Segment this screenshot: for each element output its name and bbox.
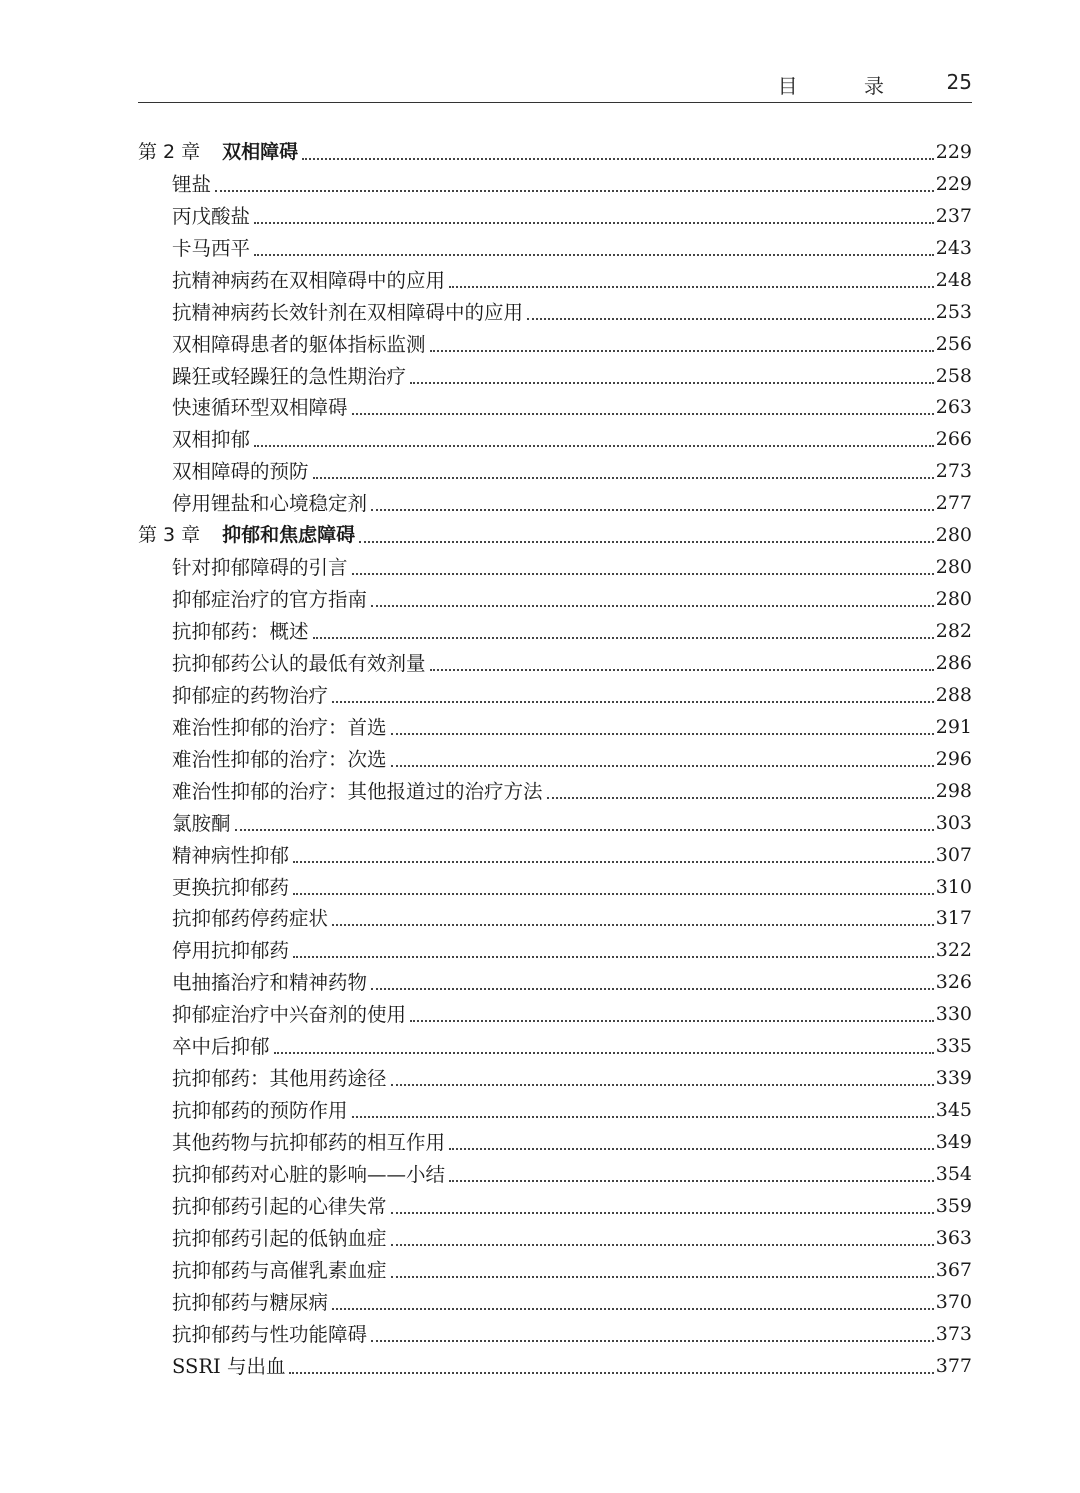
dot-leader	[313, 476, 934, 479]
toc-entry-row[interactable]	[138, 584, 972, 616]
dot-leader	[391, 1211, 934, 1214]
toc-entry-row[interactable]	[138, 1255, 972, 1287]
chapter-page-number: 229	[935, 140, 972, 163]
toc-entry-row[interactable]	[138, 904, 972, 936]
toc-entry-row[interactable]	[138, 744, 972, 776]
dot-leader	[371, 987, 934, 990]
entry-title: 抗抑郁药与糖尿病	[172, 1290, 329, 1314]
entry-page-number: 291	[935, 715, 972, 738]
entry-title: 抗精神病药长效针剂在双相障碍中的应用	[172, 300, 524, 324]
entry-title: 躁狂或轻躁狂的急性期治疗	[172, 364, 407, 388]
entry-page-number: 277	[935, 492, 972, 515]
dot-leader	[527, 317, 934, 320]
entry-page-number: 322	[935, 939, 972, 962]
dot-leader	[352, 572, 934, 575]
dot-leader	[430, 668, 934, 671]
dot-leader	[391, 764, 934, 767]
dot-leader	[430, 349, 934, 352]
dot-leader	[293, 860, 934, 863]
entry-title: 抗抑郁药停药症状	[172, 907, 329, 931]
entry-title: 抑郁症治疗中兴奋剂的使用	[172, 1003, 407, 1027]
toc-entry-row[interactable]	[138, 1287, 972, 1319]
entry-title: 难治性抑郁的治疗：其他报道过的治疗方法	[172, 779, 543, 803]
dot-leader	[289, 1371, 933, 1374]
toc-entry-row[interactable]	[138, 1063, 972, 1095]
entry-page-number: 280	[935, 556, 972, 579]
entry-page-number: 345	[935, 1099, 972, 1122]
dot-leader	[215, 189, 934, 192]
entry-page-number: 339	[935, 1067, 972, 1090]
toc-entry-row[interactable]	[138, 872, 972, 904]
entry-title: 快速循环型双相障碍	[172, 396, 348, 420]
entry-title: 电抽搐治疗和精神药物	[172, 971, 368, 995]
toc-entry-row[interactable]	[138, 201, 972, 233]
entry-page-number: 349	[935, 1131, 972, 1154]
dot-leader	[391, 1275, 934, 1278]
dot-leader	[235, 828, 934, 831]
entry-page-number: 303	[935, 811, 972, 834]
entry-title: 针对抑郁障碍的引言	[172, 556, 348, 580]
dot-leader	[302, 157, 934, 160]
toc-entry-row[interactable]	[138, 329, 972, 361]
toc-entry-row[interactable]	[138, 1319, 972, 1351]
toc-entry-row[interactable]	[138, 712, 972, 744]
dot-leader	[332, 700, 934, 703]
dot-leader	[391, 1243, 934, 1246]
dot-leader	[293, 955, 934, 958]
chapter-number: 第 2 章	[138, 140, 201, 163]
entry-page-number: 243	[935, 236, 972, 259]
toc-entry-row[interactable]	[138, 1191, 972, 1223]
dot-leader	[274, 1051, 934, 1054]
entry-title: 停用锂盐和心境稳定剂	[172, 492, 368, 516]
entry-page-number: 282	[935, 620, 972, 643]
entry-page-number: 307	[935, 843, 972, 866]
page-number: 25	[946, 70, 972, 94]
toc-entry-row[interactable]	[138, 999, 972, 1031]
entry-page-number: 296	[935, 747, 972, 770]
entry-page-number: 266	[935, 428, 972, 451]
dot-leader	[371, 508, 934, 511]
entry-page-number: 258	[935, 364, 972, 387]
entry-page-number: 354	[935, 1162, 972, 1185]
entry-title: 抗抑郁药与高催乳素血症	[172, 1258, 387, 1282]
entry-page-number: 359	[935, 1194, 972, 1217]
toc-entry-row[interactable]	[138, 552, 972, 584]
entry-page-number: 288	[935, 683, 972, 706]
toc-entry-row[interactable]	[138, 808, 972, 840]
chapter-title: 双相障碍	[222, 140, 299, 163]
entry-page-number: 248	[935, 268, 972, 291]
entry-title: 其他药物与抗抑郁药的相互作用	[172, 1131, 446, 1155]
entry-title: 难治性抑郁的治疗：次选	[172, 747, 387, 771]
dot-leader	[352, 412, 934, 415]
dot-leader	[410, 381, 934, 384]
toc-entry-row[interactable]	[138, 424, 972, 456]
toc-entry-row[interactable]	[138, 361, 972, 393]
toc-chapter-row[interactable]	[138, 137, 972, 169]
chapter-title: 抑郁和焦虑障碍	[222, 524, 356, 547]
toc-entry-row[interactable]	[138, 935, 972, 967]
entry-title: 锂盐	[172, 172, 212, 196]
toc-entry-row[interactable]	[138, 393, 972, 425]
chapter-number: 第 3 章	[138, 524, 201, 547]
entry-page-number: 263	[935, 396, 972, 419]
toc-entry-row[interactable]	[138, 297, 972, 329]
entry-page-number: 298	[935, 779, 972, 802]
dot-leader	[371, 1339, 934, 1342]
entry-title: 抗抑郁药：其他用药途径	[172, 1067, 387, 1091]
toc-entry-row[interactable]	[138, 648, 972, 680]
toc-entry-row[interactable]	[138, 265, 972, 297]
toc-entry-row[interactable]	[138, 1127, 972, 1159]
entry-page-number: 237	[935, 204, 972, 227]
entry-page-number: 229	[935, 172, 972, 195]
dot-leader	[352, 1115, 934, 1118]
dot-leader	[313, 636, 934, 639]
entry-page-number: 273	[935, 460, 972, 483]
entry-page-number: 335	[935, 1035, 972, 1058]
entry-page-number: 256	[935, 332, 972, 355]
toc-entry-row[interactable]	[138, 616, 972, 648]
toc-entry-row[interactable]	[138, 1351, 972, 1383]
toc-entry-row[interactable]	[138, 1223, 972, 1255]
dot-leader	[547, 796, 934, 799]
entry-title: 精神病性抑郁	[172, 843, 290, 867]
entry-page-number: 317	[935, 907, 972, 930]
dot-leader	[449, 1147, 934, 1150]
entry-page-number: 373	[935, 1322, 972, 1345]
dot-leader	[332, 1307, 934, 1310]
entry-title: 卡马西平	[172, 236, 251, 260]
entry-page-number: 253	[935, 300, 972, 323]
dot-leader	[332, 923, 934, 926]
dot-leader	[391, 732, 934, 735]
toc-entry-row[interactable]	[138, 680, 972, 712]
toc-entry-row[interactable]	[138, 1031, 972, 1063]
entry-title: 抗抑郁药的预防作用	[172, 1099, 348, 1123]
entry-title: 更换抗抑郁药	[172, 875, 290, 899]
toc-entry-row[interactable]	[138, 840, 972, 872]
dot-leader	[254, 253, 934, 256]
dot-leader	[254, 221, 934, 224]
toc-chapter-row[interactable]	[138, 520, 972, 552]
dot-leader	[391, 1083, 934, 1086]
dot-leader	[449, 1179, 934, 1182]
toc-entry-row[interactable]	[138, 456, 972, 488]
entry-page-number: 280	[935, 588, 972, 611]
toc-entry-row[interactable]	[138, 488, 972, 520]
entry-page-number: 367	[935, 1258, 972, 1281]
dot-leader	[410, 1019, 934, 1022]
entry-title: 双相障碍的预防	[172, 460, 309, 484]
running-header-title: 目 录	[777, 74, 914, 98]
dot-leader	[449, 285, 934, 288]
dot-leader	[371, 604, 934, 607]
entry-title: 抗抑郁药引起的低钠血症	[172, 1226, 387, 1250]
toc-entry-row[interactable]	[138, 776, 972, 808]
table-of-contents	[138, 137, 972, 1383]
entry-title: 抑郁症的药物治疗	[172, 683, 329, 707]
header-rule	[138, 102, 972, 103]
entry-title: SSRI 与出血	[172, 1354, 286, 1378]
entry-title: 抑郁症治疗的官方指南	[172, 588, 368, 612]
entry-page-number: 286	[935, 651, 972, 674]
entry-page-number: 377	[935, 1354, 972, 1377]
entry-title: 抗抑郁药：概述	[172, 620, 309, 644]
entry-title: 丙戊酸盐	[172, 204, 251, 228]
toc-entry-row[interactable]	[138, 1095, 972, 1127]
page-header	[138, 70, 972, 100]
entry-page-number: 326	[935, 971, 972, 994]
dot-leader	[293, 892, 934, 895]
dot-leader	[254, 444, 934, 447]
entry-page-number: 370	[935, 1290, 972, 1313]
entry-title: 卒中后抑郁	[172, 1035, 270, 1059]
entry-title: 难治性抑郁的治疗：首选	[172, 715, 387, 739]
entry-title: 抗抑郁药引起的心律失常	[172, 1194, 387, 1218]
toc-entry-row[interactable]	[138, 1159, 972, 1191]
entry-title: 抗抑郁药对心脏的影响——小结	[172, 1162, 446, 1186]
entry-title: 氯胺酮	[172, 811, 231, 835]
entry-page-number: 330	[935, 1003, 972, 1026]
toc-entry-row[interactable]	[138, 233, 972, 265]
entry-title: 双相障碍患者的躯体指标监测	[172, 332, 426, 356]
chapter-page-number: 280	[935, 524, 972, 547]
toc-entry-row[interactable]	[138, 967, 972, 999]
toc-entry-row[interactable]	[138, 169, 972, 201]
entry-title: 抗抑郁药与性功能障碍	[172, 1322, 368, 1346]
dot-leader	[359, 540, 934, 543]
entry-title: 双相抑郁	[172, 428, 251, 452]
entry-page-number: 363	[935, 1226, 972, 1249]
entry-title: 抗精神病药在双相障碍中的应用	[172, 268, 446, 292]
entry-title: 停用抗抑郁药	[172, 939, 290, 963]
entry-page-number: 310	[935, 875, 972, 898]
entry-title: 抗抑郁药公认的最低有效剂量	[172, 651, 426, 675]
